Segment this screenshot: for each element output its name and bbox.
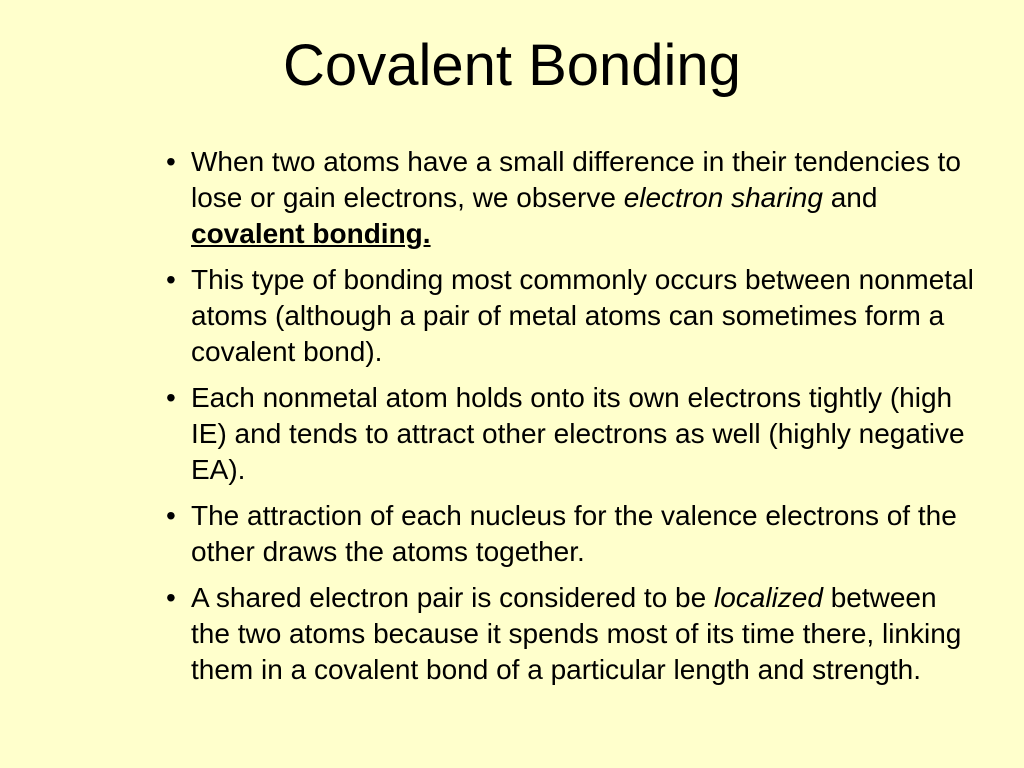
bullet-emphasis: electron sharing [623,182,823,213]
bullet-marker: • [166,382,176,413]
bullet-list [166,144,976,698]
bullet-text: A shared electron pair is considered to be [191,582,714,613]
bullet-marker: • [166,264,176,295]
bullet-text: The attraction of each nucleus for the valence electrons of the other draws the atoms together. [191,500,957,567]
slide-title-text: Covalent Bonding [283,33,741,98]
bullet-marker: • [166,582,176,613]
bullet-item [166,262,976,370]
bullet-text: This type of bonding most commonly occurs between nonmetal atoms (although a pair of metal atoms can sometimes form a covalent bond). [191,264,974,367]
bullet-item [166,144,976,252]
bullet-marker: • [166,500,176,531]
bullet-text: between the two atoms because it spends most of its time there, linking them in a covalent bond of a particular length and strength. [191,582,962,685]
bullet-item [166,498,976,570]
bullet-marker: • [166,146,176,177]
bullet-item [166,580,976,688]
bullet-text: and [822,182,878,213]
bullet-text: Each nonmetal atom holds onto its own electrons tightly (high IE) and tends to attract other electrons as well (highly negative EA). [191,382,965,485]
bullet-key-term: covalent bonding. [191,218,431,249]
bullet-item [166,380,976,488]
bullet-emphasis: localized [713,582,823,613]
bullet-text: When two atoms have a small difference in their tendencies to lose or gain electrons, we observe [191,146,961,213]
slide-title [0,30,1024,102]
